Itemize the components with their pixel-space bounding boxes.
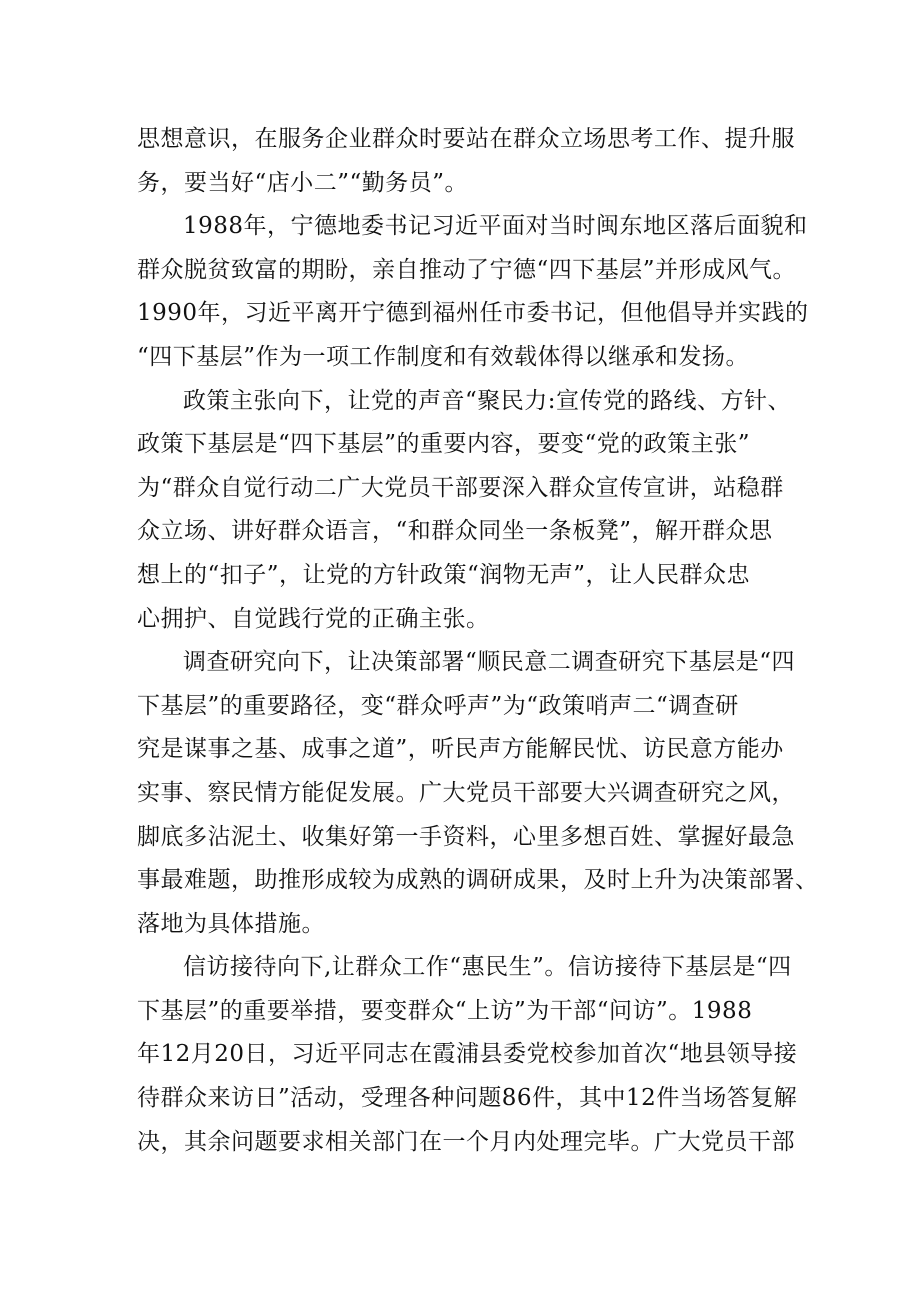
text-line: 政策下基层是“四下基层”的重要内容，要变“党的政策主张” bbox=[137, 431, 751, 458]
text-line: 落地为具体措施。 bbox=[137, 910, 325, 937]
text-line: 心拥护、自觉践行党的正确主张。 bbox=[137, 605, 490, 632]
text-line: 脚底多沾泥土、收集好第一手资料，心里多想百姓、掌握好最急 bbox=[137, 823, 795, 850]
text-line: 究是谋事之基、成事之道”，听民声方能解民忧、访民意方能办 bbox=[137, 736, 784, 763]
text-line: 群众脱贫致富的期盼，亲自推动了宁德“四下基层”并形成风气。 bbox=[137, 256, 797, 283]
text-line: 事最难题，助推形成较为成熟的调研成果，及时上升为决策部署、 bbox=[137, 867, 819, 894]
text-line: 想上的“扣子”，让党的方针政策“润物无声”，让人民群众忠 bbox=[137, 561, 751, 588]
paragraph-first-line: 1988年，宁德地委书记习近平面对当时闽东地区落后面貌和 bbox=[183, 213, 808, 240]
text-line: 1990年，习近平离开宁德到福州任市委书记，但他倡导并实践的 bbox=[137, 300, 809, 327]
text-line: “四下基层”作为一项工作制度和有效载体得以继承和发扬。 bbox=[137, 343, 750, 370]
text-line: 为“群众自觉行动二广大党员干部要深入群众宣传宣讲，站稳群 bbox=[137, 474, 784, 501]
text-line: 思想意识，在服务企业群众时要站在群众立场思考工作、提升服 bbox=[137, 126, 795, 152]
paragraph-first-line: 政策主张向下，让党的声音“聚民力:宣传党的路线、方针、 bbox=[183, 387, 792, 414]
text-line: 务，要当好“店小二”“勤务员”。 bbox=[137, 169, 469, 196]
paragraph-first-line: 调查研究向下，让决策部署“顺民意二调查研究下基层是“四 bbox=[183, 649, 796, 676]
paragraph-first-line: 信访接待向下,让群众工作“惠民生”。信访接待下基层是“四 bbox=[183, 954, 792, 981]
text-line: 年12月20日，习近平同志在霞浦县委党校参加首次“地县领导接 bbox=[137, 1041, 798, 1068]
body-text bbox=[137, 118, 819, 1164]
text-line: 实事、察民情方能促发展。广大党员干部要大兴调查研究之风， bbox=[137, 779, 795, 806]
text-line: 决，其余问题要求相关部门在一个月内处理完毕。广大党员干部 bbox=[137, 1128, 795, 1155]
text-line: 众立场、讲好群众语言，“和群众同坐一条板凳”，解开群众思 bbox=[137, 518, 773, 545]
text-line: 待群众来访日”活动，受理各种问题86件，其中12件当场答复解 bbox=[137, 1085, 798, 1112]
text-line: 下基层”的重要举措，要变群众“上访”为干部“问访”。1988 bbox=[137, 997, 753, 1024]
text-line: 下基层”的重要路径，变“群众呼声”为“政策哨声二“调查研 bbox=[137, 692, 739, 719]
